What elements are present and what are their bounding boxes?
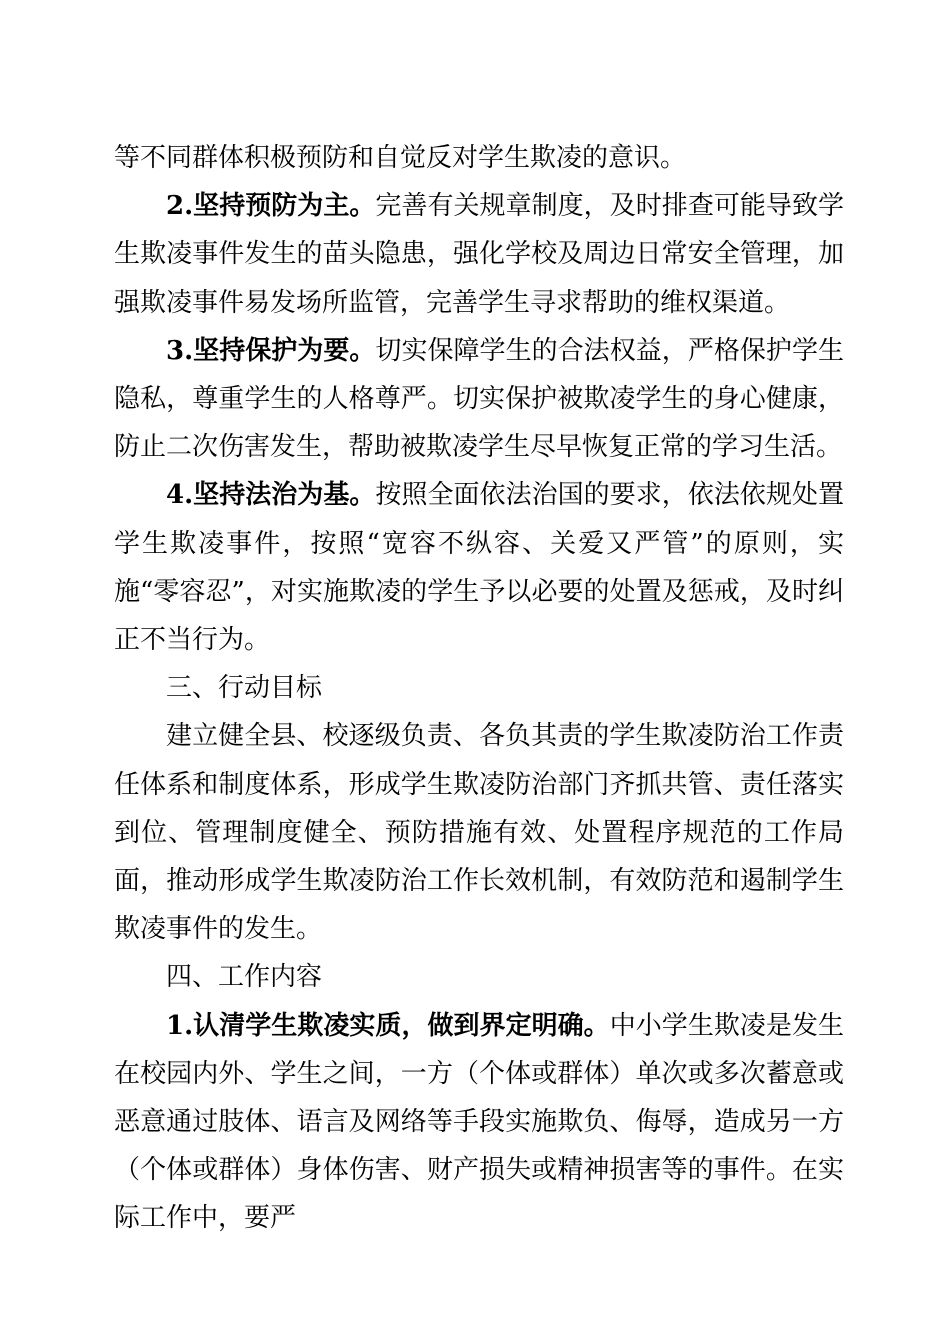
paragraph-principle-2 <box>114 182 844 327</box>
item-1-lead: 1.认清学生欺凌实质，做到界定明确。 <box>166 1010 610 1041</box>
principle-4-body: 按照全面依法治国的要求，依法依规处置学生欺凌事件，按照“宽容不纵容、关爱又严管”的原则，实施“零容忍”，对实施欺凌的学生予以必要的处置及惩戒，及时纠正不当行为。 <box>114 480 844 656</box>
section-4-heading: 四、工作内容 <box>166 962 323 993</box>
principle-3-lead: 3.坚持保护为要。 <box>166 335 376 366</box>
item-1-body: 中小学生欺凌是发生在校园内外、学生之间，一方（个体或群体）单次或多次蓄意或恶意通过肢体、语言及网络等手段实施欺负、侮辱，造成另一方（个体或群体）身体伤害、财产损失或精神损害等的事件。在实际工作中，要严 <box>114 1010 844 1234</box>
principle-2-body: 完善有关规章制度，及时排查可能导致学生欺凌事件发生的苗头隐患，强化学校及周边日常安全管理，加强欺凌事件易发场所监管，完善学生寻求帮助的维权渠道。 <box>114 191 844 318</box>
paragraph-principle-4 <box>114 471 844 664</box>
section-3-heading: 三、行动目标 <box>166 673 323 704</box>
document-body <box>114 134 844 1243</box>
paragraph-principle-3 <box>114 327 844 472</box>
paragraph-item-1 <box>114 1002 844 1243</box>
section-3-body: 建立健全县、校逐级负责、各负其责的学生欺凌防治工作责任体系和制度体系，形成学生欺凌防治部门齐抓共管、责任落实到位、管理制度健全、预防措施有效、处置程序规范的工作局面，推动形成学生欺凌防治工作长效机制，有效防范和遏制学生欺凌事件的发生。 <box>114 721 844 945</box>
principle-2-lead: 2.坚持预防为主。 <box>166 191 376 222</box>
paragraph-continuation: 等不同群体积极预防和自觉反对学生欺凌的意识。 <box>114 143 687 173</box>
principle-4-lead: 4.坚持法治为基。 <box>166 480 376 511</box>
principle-3-body: 切实保障学生的合法权益，严格保护学生隐私，尊重学生的人格尊严。切实保护被欺凌学生的身心健康，防止二次伤害发生，帮助被欺凌学生尽早恢复正常的学习生活。 <box>114 335 844 463</box>
